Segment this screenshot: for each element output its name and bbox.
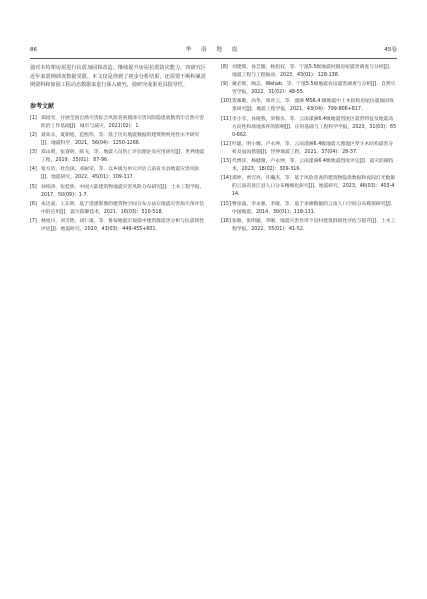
- reference-text: 刘建辉，孙艺璇，杨旭双，等．宁蒗5.5级地震村镇房屋震害调查与分析[J]．地震工程与工程振动，2023，43(01)：128-138.: [232, 65, 394, 79]
- reference-text: 李小军，孙晓燕，荣棉水，等．云南漾濞6.4级地震烈度区震害特征及地震动方向性和场地条件的影响[J]．应用基础与工程科学学报，2023，31(03)：650-662.: [232, 116, 397, 138]
- reference-item: [221, 116, 397, 140]
- reference-text: 戴必辉，陶志，Wahab，等．宁蒗5.5级地震农房震害调查与分析[J]．自然灾害学报，2022，31(02)：48-55.: [232, 82, 396, 96]
- reference-text: 郑山锁，张睿明，陈飞，等．地震人员伤亡评估理论及应用研究[J]．世界地震工程，2019，35(01)：87-96.: [41, 150, 205, 164]
- reference-item: [221, 201, 397, 217]
- reference-number: [12]: [221, 141, 231, 147]
- conclusion-paragraph: 强对木构架房屋进行抗震加固和改造。继续提升房屋抗震防灾能力。四研究区近年来震例调查数据受限。本文仅是得到了初步分析结果，还需要不断积累震例资料和加固工程动态数据来进行深入研究，使研究成果更具指导性。: [30, 65, 206, 89]
- reference-text: 贺素歌，尚华，周青云，等．漾濞 MS6.4 级地震中土木结构房屋抗震加固效果研究[J]．地震工程学报，2021，43(04)：799-806+817.: [232, 99, 394, 113]
- page-header: [30, 44, 397, 59]
- header-journal-name: 华 南 地 震: [185, 47, 242, 53]
- reference-number: [10]: [221, 99, 231, 105]
- left-column: [30, 64, 206, 235]
- reference-item: [30, 218, 206, 234]
- reference-item: [30, 149, 206, 165]
- reference-item: [30, 115, 206, 131]
- reference-text: 郑园光．开展全国自然灾害综合风险普查摸清灾害风险隐患底数筑牢自然灾害防治工作基础[J]．城市与减灾，2021(02)：1.: [41, 115, 205, 129]
- reference-number: [16]: [221, 218, 231, 224]
- header-page-number: 86: [30, 47, 38, 53]
- reference-text: 朱达嘉，王东明．基于遥感影像的建筑物空间分布方法在地震灾害损失预评估中的应用[J]．震灾防御技术，2021，16(03)：510-518.: [41, 201, 205, 215]
- reference-list-left: [30, 115, 206, 234]
- reference-list-right: [221, 64, 397, 234]
- references-heading: 参考文献: [30, 102, 55, 110]
- reference-text: 孙柏涛，张桂欣．中国大陆建筑物地震灾害风险分布研究[J]．土木工程学报，2017，50(09)：1-7.: [41, 184, 205, 198]
- reference-number: [2]: [30, 132, 37, 138]
- reference-item: [221, 81, 397, 97]
- reference-text: 代博泽，杨健微，卢永坤，等．云南漾濞6.4级地震烈度评定[J]．震灾防御技术，2023，18(02)：309-316.: [232, 159, 394, 173]
- reference-number: [4]: [30, 167, 37, 173]
- reference-number: [14]: [221, 176, 231, 182]
- reference-item: [221, 218, 397, 234]
- reference-item: [30, 201, 206, 217]
- reference-item: [221, 175, 397, 199]
- reference-item: [30, 184, 206, 200]
- reference-text: 曹彦波，李永强，李敏，等．基于多源数据的云南人口空间分布模拟研究[J]．中国地震，2014，30(01)：118-131.: [232, 201, 396, 215]
- reference-item: [30, 166, 206, 182]
- reference-number: [7]: [30, 218, 37, 224]
- reference-item: [221, 98, 397, 114]
- reference-item: [30, 132, 206, 148]
- reference-number: [13]: [221, 159, 231, 165]
- reference-text: 聂高众，夏朝旭，范熙伟，等．基于历史地震数据的建筑物致死性水平研究[J]．地震科学，2021，56(04)：1250-1266.: [41, 132, 200, 147]
- reference-number: [8]: [221, 65, 228, 70]
- reference-item: [221, 141, 397, 157]
- reference-text: 林旭川，刘雪艳，胡仁康，等．鲁甸地震宏观震中建筑群震害分析与抗震韧性评估[J]．地震研究，2020，43(03)：449-455+601.: [41, 218, 205, 232]
- reference-number: [6]: [30, 201, 37, 207]
- reference-number: [9]: [221, 82, 228, 88]
- reference-text: 郑坤，贾召亮，许瀚杰，等．基于风险普查的建筑物隐患数据和夜间灯光数据的云南省县江县人口分布精细化研究[J]．地震研究，2023，46(03)：403-414.: [232, 176, 396, 198]
- reference-number: [5]: [30, 184, 37, 190]
- reference-text: 叶聪，明小娜，卢永坤，等．云南漾濞6.4级地震大理地区穿斗木结构震害分析及加固措施[J]．世界地震工程，2021，37(04)：28-37.: [232, 141, 394, 155]
- reference-text: 张方浩，杜浩国，邓树荣，等．以乡镇为单元评估云南省水县地震灾害风险[J]．地震研究，2022，45(01)：109-117.: [41, 167, 200, 181]
- reference-item: [221, 158, 397, 174]
- header-volume: 45卷: [384, 47, 397, 53]
- reference-item: [221, 64, 397, 80]
- reference-number: [15]: [221, 201, 231, 207]
- reference-number: [3]: [30, 150, 37, 156]
- right-column: [221, 64, 397, 235]
- reference-number: [11]: [221, 116, 231, 122]
- reference-text: 张敏，张明媛，李刚．地震灾害作用下县村建筑群韧性评估与提升[J]．土木工程学报，2022，55(01)：41-52.: [232, 218, 396, 232]
- reference-number: [1]: [30, 115, 37, 121]
